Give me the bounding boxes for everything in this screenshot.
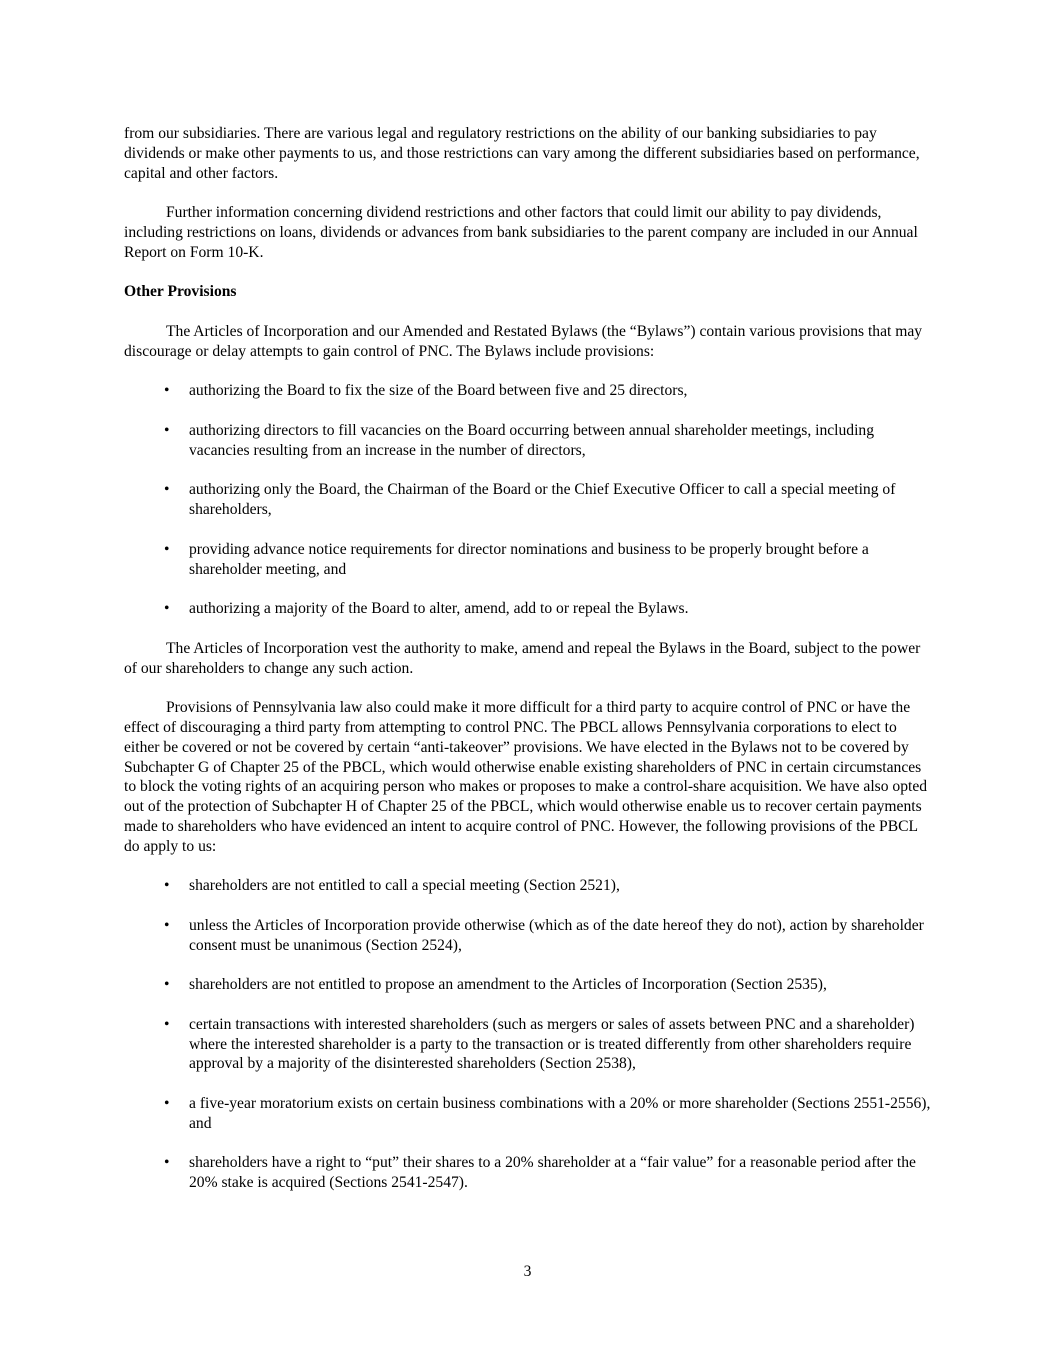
list-item: [124, 540, 936, 580]
paragraph-dividend-restrictions: Further information concerning dividend restrictions and other factors that could limit our ability to pay dividends, including restrictions on loans, dividends or advances from bank subsidiaries to the parent company are included in our Annual Report on Form 10-K.: [124, 204, 918, 261]
document-page: [124, 124, 936, 1213]
list-item: [124, 1153, 936, 1193]
bullet-icon: •: [164, 382, 170, 400]
bullet-icon: •: [164, 421, 170, 439]
list-item: [124, 876, 936, 896]
list-item: [124, 381, 936, 401]
paragraph-articles-authority: The Articles of Incorporation vest the authority to make, amend and repeal the Bylaws in the Board, subject to the power of our shareholders to change any such action.: [124, 639, 921, 677]
list-item-text: authorizing a majority of the Board to alter, amend, add to or repeal the Bylaws.: [189, 600, 689, 618]
bullet-icon: •: [164, 1095, 170, 1113]
list-item: [124, 599, 936, 619]
list-item-text: certain transactions with interested shareholders (such as mergers or sales of assets between PNC and a shareholder) where the interested shareholder is a party to the transaction or is treated differently from other shareholders require approval by a majority of the disinterested shareholders (Section 2538),: [189, 1015, 915, 1073]
list-item-text: a five-year moratorium exists on certain business combinations with a 20% or more shareholder (Sections 2551-2556), and: [189, 1095, 931, 1132]
list-item: [124, 480, 936, 520]
section-heading-other-provisions: Other Provisions: [124, 283, 237, 301]
bullet-icon: •: [164, 1015, 170, 1033]
bullet-icon: •: [164, 600, 170, 618]
bullet-icon: •: [164, 916, 170, 934]
list-item: [124, 421, 936, 461]
pbcl-provisions-list: [124, 876, 936, 1193]
paragraph-bylaws-intro: The Articles of Incorporation and our Amended and Restated Bylaws (the “Bylaws”) contain various provisions that may discourage or delay attempts to gain control of PNC. The Bylaws include provisions:: [124, 322, 923, 360]
list-item-text: unless the Articles of Incorporation provide otherwise (which as of the date hereof they do not), action by shareholder consent must be unanimous (Section 2524),: [189, 916, 924, 954]
bullet-icon: •: [164, 877, 170, 895]
list-item: [124, 975, 936, 995]
list-item: [124, 916, 936, 956]
bullet-icon: •: [164, 540, 170, 558]
paragraph-subsidiary-restrictions: from our subsidiaries. There are various legal and regulatory restrictions on the ability of our banking subsidiaries to pay dividends or make other payments to us, and those restrictions can vary among the different subsidiaries based on performance, capital and other factors.: [124, 125, 920, 182]
bullet-icon: •: [164, 976, 170, 994]
list-item-text: authorizing directors to fill vacancies on the Board occurring between annual shareholder meetings, including vacancies resulting from an increase in the number of directors,: [189, 421, 875, 459]
bylaws-provisions-list: [124, 381, 936, 619]
list-item-text: shareholders have a right to “put” their shares to a 20% shareholder at a “fair value” for a reasonable period after the 20% stake is acquired (Sections 2541-2547).: [189, 1154, 916, 1192]
page-number: 3: [523, 1263, 532, 1280]
bullet-icon: •: [164, 481, 170, 499]
list-item-text: authorizing only the Board, the Chairman of the Board or the Chief Executive Officer to call a special meeting of shareholders,: [189, 481, 896, 519]
list-item: [124, 1015, 936, 1074]
list-item: [124, 1094, 936, 1134]
list-item-text: providing advance notice requirements for director nominations and business to be properly brought before a shareholder meeting, and: [189, 540, 869, 578]
paragraph-pennsylvania-law: Provisions of Pennsylvania law also could make it more difficult for a third party to acquire control of PNC or have the effect of discouraging a third party from attempting to control PNC. The PBCL allows Pennsylvania corporations to elect to either be covered or not be covered by certain “anti-takeover” provisions. We have elected in the Bylaws not to be covered by Subchapter G of Chapter 25 of the PBCL, which would otherwise enable existing shareholders of PNC in certain circumstances to block the voting rights of an acquiring person who makes or proposes to make a control-share acquisition. We have also opted out of the protection of Subchapter H of Chapter 25 of the PBCL, which would otherwise enable us to recover certain payments made to shareholders who have evidenced an intent to acquire control of PNC. However, the following provisions of the PBCL do apply to us:: [124, 699, 928, 855]
list-item-text: authorizing the Board to fix the size of the Board between five and 25 directors,: [189, 382, 688, 400]
list-item-text: shareholders are not entitled to call a special meeting (Section 2521),: [189, 877, 620, 895]
bullet-icon: •: [164, 1154, 170, 1172]
list-item-text: shareholders are not entitled to propose an amendment to the Articles of Incorporation (Section 2535),: [189, 976, 827, 994]
